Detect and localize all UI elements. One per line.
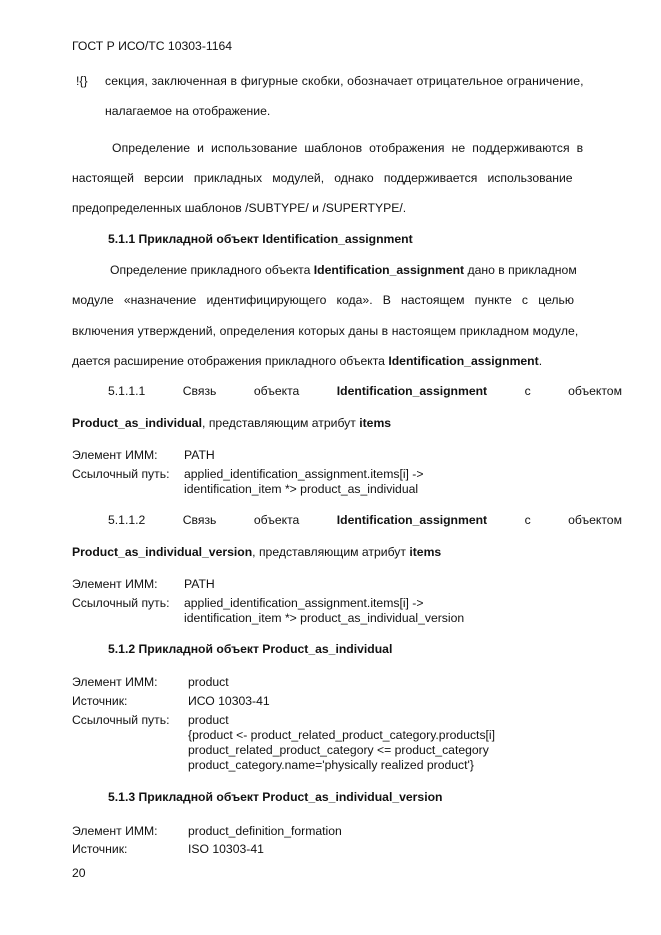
s513-src-label: Источник: bbox=[72, 842, 128, 856]
s5111-elem-label: Элемент ИММ: bbox=[72, 448, 158, 462]
s5111-word-2: Связь bbox=[182, 384, 217, 398]
page-header: ГОСТ Р ИСО/ТС 10303-1164 bbox=[72, 39, 233, 53]
s5111-word-6: объектом bbox=[568, 384, 622, 398]
s5112-heading-line-2 bbox=[72, 545, 441, 559]
note-line-2: налагаемое на отображение. bbox=[105, 104, 271, 118]
s5112-word-3: объекта bbox=[253, 513, 300, 527]
s512-ref-line-1: product bbox=[188, 713, 229, 727]
s513-elem-label: Элемент ИММ: bbox=[72, 824, 158, 838]
s5111-word-3: объекта bbox=[253, 384, 300, 398]
s5111-heading-line-1 bbox=[108, 384, 622, 398]
s5112-ref-line-1: applied_identification_assignment.items[i] -> bbox=[184, 596, 424, 610]
s511-p1-text-c: дано в прикладном bbox=[464, 263, 577, 277]
s5112-number: 5.1.1.2 bbox=[108, 513, 146, 527]
s5112-target-entity: Product_as_individual_version bbox=[72, 545, 253, 559]
s511-p4-text-c: . bbox=[538, 354, 543, 368]
s5111-ref-label: Ссылочный путь: bbox=[72, 467, 170, 481]
s512-src-value: ИСО 10303-41 bbox=[188, 694, 270, 708]
s511-p4-text-a: дается расширение отображения прикладного объекта bbox=[72, 354, 389, 368]
para1-line-3: предопределенных шаблонов /SUBTYPE/ и /SUPERTYPE/. bbox=[72, 201, 407, 215]
section-5-1-2-heading: 5.1.2 Прикладной объект Product_as_individual bbox=[108, 642, 393, 656]
s512-elem-value: product bbox=[188, 675, 229, 689]
s5112-ref-label: Ссылочный путь: bbox=[72, 596, 170, 610]
s5111-word-5: с bbox=[524, 384, 531, 398]
s511-para-line-2: модуле «назначение идентифицирующего кода». В настоящем пункте с целью bbox=[72, 293, 575, 307]
s5111-heading-line-2 bbox=[72, 416, 391, 430]
s512-ref-line-2: {product <- product_related_product_category.products[i] bbox=[188, 728, 496, 742]
s5111-elem-value: PATH bbox=[184, 448, 215, 462]
s511-p1-text-a: Определение прикладного объекта bbox=[110, 263, 314, 277]
s5111-entity: Identification_assignment bbox=[336, 384, 488, 398]
page-number: 20 bbox=[72, 866, 86, 880]
s5112-attribute: items bbox=[409, 545, 442, 559]
s5112-elem-value: PATH bbox=[184, 577, 215, 591]
s5111-target-entity: Product_as_individual bbox=[72, 416, 203, 430]
s5111-ref-line-2: identification_item *> product_as_individual bbox=[184, 482, 419, 496]
s513-elem-value: product_definition_formation bbox=[188, 824, 342, 838]
s5112-word-5: с bbox=[524, 513, 531, 527]
s5112-word-6: объектом bbox=[568, 513, 622, 527]
s513-src-value: ISO 10303-41 bbox=[188, 842, 264, 856]
s512-src-label: Источник: bbox=[72, 694, 128, 708]
s512-ref-line-3: product_related_product_category <= product_category bbox=[188, 743, 489, 757]
s511-p4-entity: Identification_assignment bbox=[388, 354, 539, 368]
s512-elem-label: Элемент ИММ: bbox=[72, 675, 158, 689]
s5112-heading-line-1 bbox=[108, 513, 622, 527]
s511-para-line-4 bbox=[72, 354, 542, 368]
para1-line-2: настоящей версии прикладных модулей, однако поддерживается использование bbox=[72, 171, 573, 185]
section-5-1-1-heading: 5.1.1 Прикладной объект Identification_assignment bbox=[108, 232, 413, 246]
s5111-attribute: items bbox=[359, 416, 392, 430]
s512-ref-label: Ссылочный путь: bbox=[72, 713, 170, 727]
s5111-number: 5.1.1.1 bbox=[108, 384, 146, 398]
s5112-entity: Identification_assignment bbox=[336, 513, 488, 527]
s512-ref-line-4: product_category.name='physically realized product'} bbox=[188, 758, 474, 772]
note-symbol: !{} bbox=[76, 74, 88, 88]
s5112-text: , представляющим атрибут bbox=[252, 545, 410, 559]
s5112-word-2: Связь bbox=[182, 513, 217, 527]
s5112-elem-label: Элемент ИММ: bbox=[72, 577, 158, 591]
s511-p1-entity: Identification_assignment bbox=[313, 263, 465, 277]
s511-para-line-3: включения утверждений, определения которых даны в настоящем прикладном модуле, bbox=[72, 324, 579, 338]
para1-line-1: Определение и использование шаблонов отображения не поддерживаются в bbox=[112, 141, 584, 155]
s511-para-line-1 bbox=[110, 263, 577, 277]
s5111-ref-line-1: applied_identification_assignment.items[i] -> bbox=[184, 467, 424, 481]
note-line-1: секция, заключенная в фигурные скобки, обозначает отрицательное ограничение, bbox=[105, 74, 584, 88]
s5112-ref-line-2: identification_item *> product_as_individual_version bbox=[184, 611, 465, 625]
s5111-text: , представляющим атрибут bbox=[202, 416, 360, 430]
section-5-1-3-heading: 5.1.3 Прикладной объект Product_as_individual_version bbox=[108, 790, 443, 804]
